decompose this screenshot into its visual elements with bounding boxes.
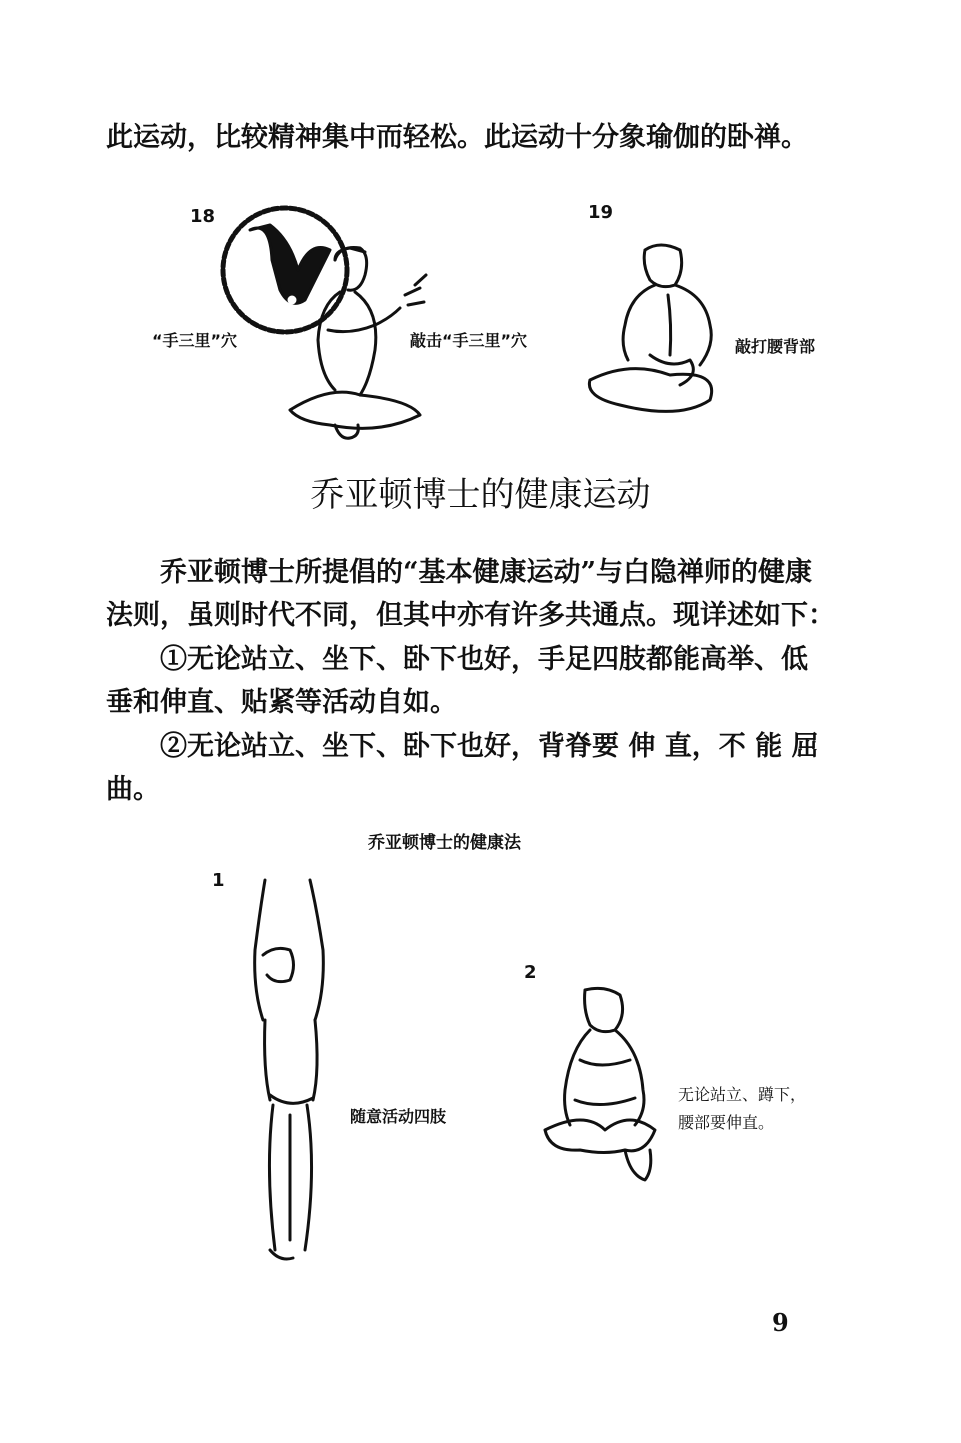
point-2-line-2: 曲。 [106, 774, 160, 805]
point-1-line-2: 垂和伸直、贴紧等活动自如。 [106, 687, 457, 718]
figure-1-illustration [235, 870, 345, 1270]
figure-2-illustration [535, 980, 665, 1190]
figure-18-label-left: “手三里”穴 [152, 331, 238, 350]
figure-18-number: 18 [190, 206, 216, 227]
figure-19-label: 敲打腰背部 [735, 337, 816, 356]
section-title: 乔亚顿博士的健康运动 [310, 475, 651, 515]
intro-text: 此运动，比较精神集中而轻松。此运动十分象瑜伽的卧禅。 [106, 122, 808, 153]
point-2-line-1: ②无论站立、坐下、卧下也好，背脊要 伸 直，不 能 屈 [160, 731, 819, 762]
paragraph-line-2: 法则，虽则时代不同，但其中亦有许多共通点。现详述如下： [106, 600, 835, 631]
paragraph-line-1: 乔亚顿博士所提倡的“基本健康运动”与白隐禅师的健康 [160, 557, 813, 588]
figure-19-number: 19 [588, 202, 614, 223]
figure-2-label-line-2: 腰部要伸直。 [678, 1113, 775, 1132]
figures-caption: 乔亚顿博士的健康法 [368, 833, 521, 853]
figure-2-number: 2 [524, 962, 537, 983]
figure-18-label-right: 敲击“手三里”穴 [410, 331, 528, 350]
point-1-line-1: ①无论站立、坐下、卧下也好，手足四肢都能高举、低 [160, 644, 808, 675]
figure-18-illustration [210, 200, 450, 450]
figure-1-number: 1 [212, 870, 225, 891]
figure-1-label: 随意活动四肢 [350, 1107, 447, 1126]
page-number: 9 [772, 1308, 789, 1337]
figure-19-illustration [580, 235, 740, 435]
figure-2-label-line-1: 无论站立、蹲下， [678, 1085, 807, 1104]
